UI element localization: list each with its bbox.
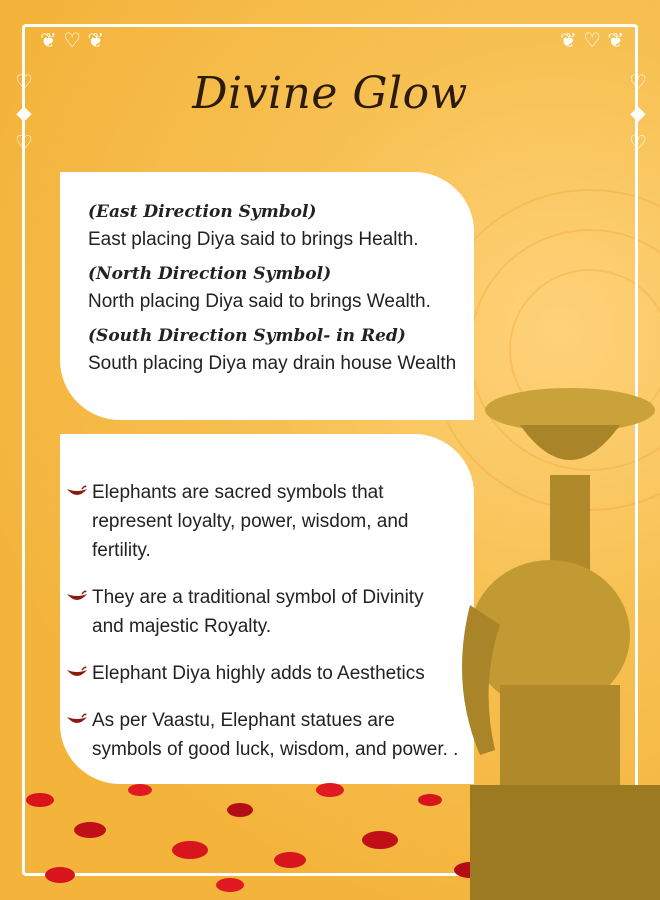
direction-heading: (East Direction Symbol) [88,202,317,222]
features-card [60,434,474,784]
direction-text: East placing Diya said to brings Health. [88,229,419,250]
diya-lamp-icon [66,485,88,499]
heart-swirl-icon: ❦ ♡ ❦ [560,28,625,52]
list-item-text: They are a traditional symbol of Divinity and majestic Royalty. [92,587,424,637]
heart-swirl-icon: ❦ ♡ ❦ [40,28,105,52]
direction-heading: (South Direction Symbol- in Red) [88,326,406,346]
direction-text: South placing Diya may drain house Wealth [88,353,457,374]
heart-swirl-icon: ♡ ◆ ♡ [12,70,36,155]
list-item [66,659,474,688]
list-item [66,478,474,565]
list-item-text: As per Vaastu, Elephant statues are symbols of good luck, wisdom, and power. . [92,710,459,760]
page-title: Divine Glow [192,68,468,119]
direction-text: North placing Diya said to brings Wealth. [88,291,431,312]
list-item [66,583,474,641]
diya-lamp-icon [66,713,88,727]
elephant-diya-image [440,385,660,900]
diya-lamp-icon [66,666,88,680]
diya-lamp-icon [66,590,88,604]
heart-swirl-icon: ♡ ◆ ♡ [626,70,650,155]
list-item [66,706,474,764]
direction-heading: (North Direction Symbol) [88,264,332,284]
list-item-text: Elephants are sacred symbols that represent loyalty, power, wisdom, and fertility. [92,482,409,561]
direction-card [60,172,474,420]
list-item-text: Elephant Diya highly adds to Aesthetics [92,663,425,684]
